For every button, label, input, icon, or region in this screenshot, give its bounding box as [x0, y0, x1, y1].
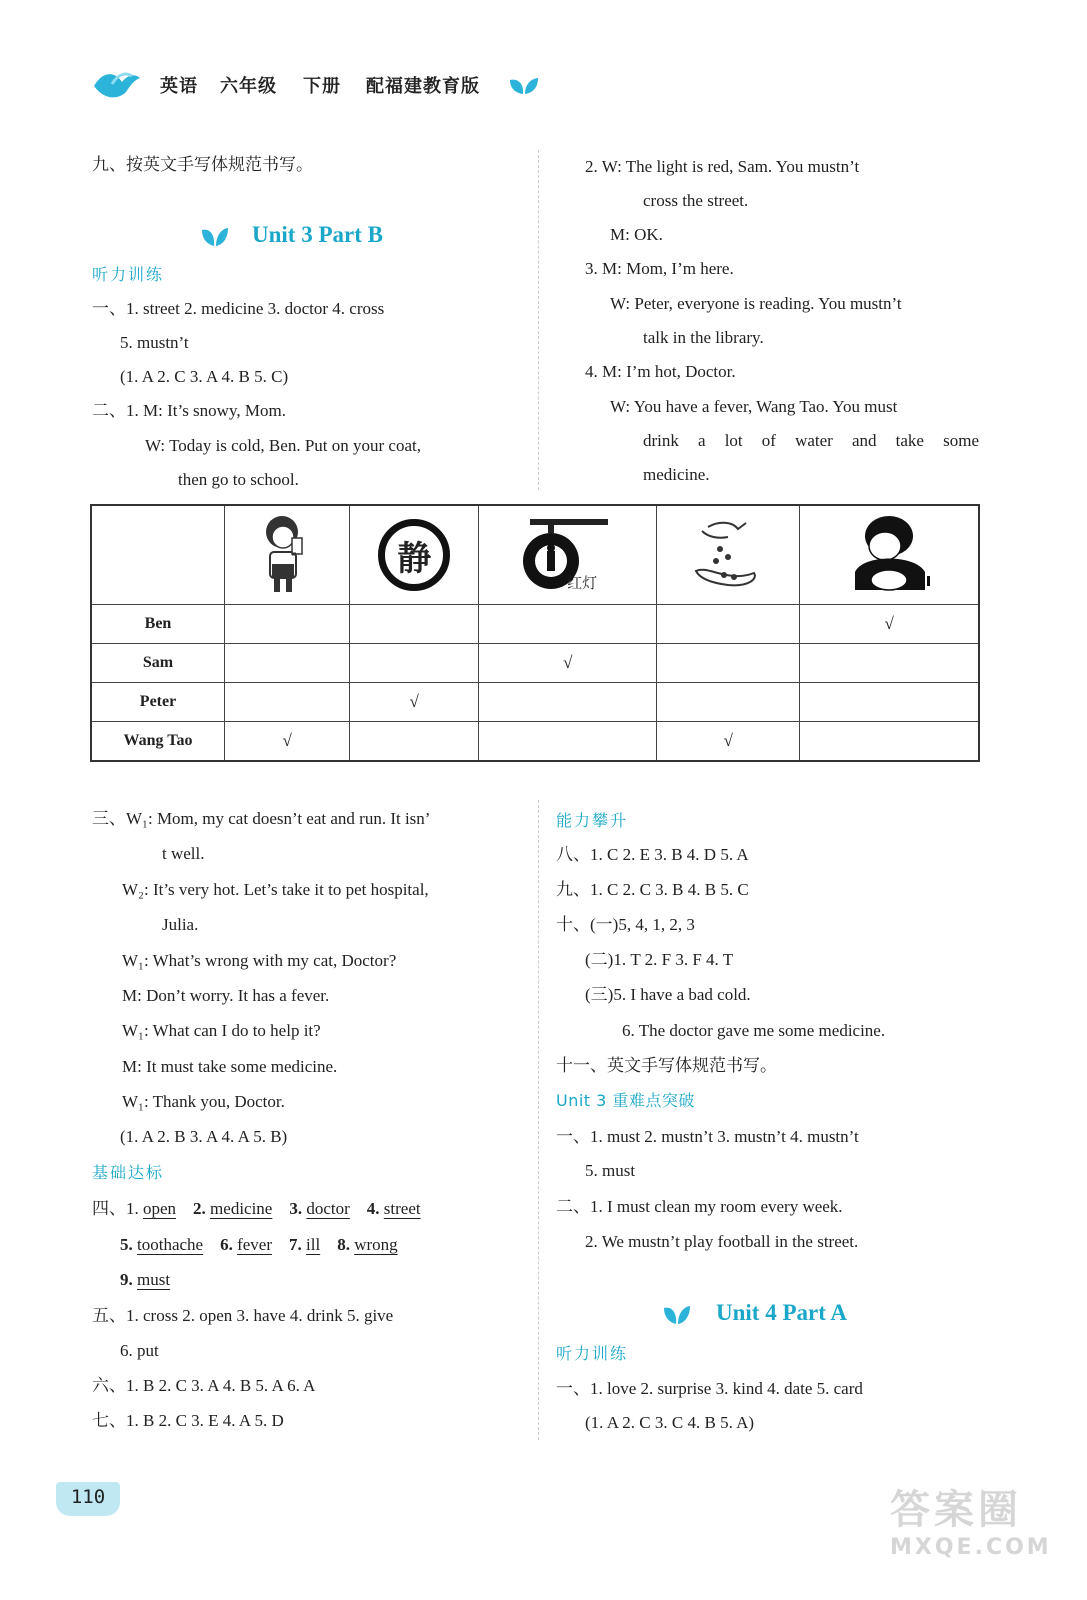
q9-answers: 九、1. C 2. C 3. B 4. B 5. C	[556, 880, 749, 899]
u4-line-1: 一、1. love 2. surprise 3. kind 4. date 5. card	[556, 1379, 863, 1398]
unit4-leaf-icon	[662, 1304, 692, 1331]
r-line-8: W: You have a fever, Wang Tao. You must	[610, 397, 898, 416]
quiet-sign-icon: 静	[397, 538, 432, 579]
traffic-light-label: 红灯	[567, 574, 598, 592]
q3-line-3: W₂: It’s very hot. Let’s take it to pet hospital,	[122, 880, 429, 899]
q3-line-5: W₁: What’s wrong with my cat, Doctor?	[122, 951, 397, 970]
q2-line-3: then go to school.	[178, 470, 299, 489]
q4-line-2: 5. toothache 6. fever 7. ill 8. wrong	[120, 1235, 398, 1254]
bird-logo-icon	[92, 64, 142, 104]
header-logo	[92, 64, 142, 104]
grid-corner	[91, 505, 225, 605]
pic-traffic-light	[479, 505, 657, 605]
r-line-6: talk in the library.	[643, 328, 764, 347]
q5-line-1: 五、1. cross 2. open 3. have 4. drink 5. give	[92, 1306, 394, 1325]
q3-answers: (1. A 2. B 3. A 4. A 5. B)	[120, 1127, 288, 1146]
header-volume: 下册	[303, 76, 341, 97]
header-edition: 配福建教育版	[366, 76, 480, 97]
q4-word-5: toothache	[137, 1235, 204, 1254]
r-line-9: drink a lot of water and take some	[643, 431, 979, 450]
r-line-3: M: OK.	[610, 225, 663, 244]
unit4-parta-title: Unit 4 Part A	[716, 1300, 847, 1325]
q4-word-1: open	[143, 1199, 177, 1218]
q1-line-b: 5. mustn’t	[120, 333, 189, 352]
q1-line-c: (1. A 2. C 3. A 4. B 5. C)	[120, 367, 289, 386]
section-basic: 基础达标	[92, 1163, 165, 1182]
section-listening: 听力训练	[92, 265, 165, 284]
q3-line-4: Julia.	[162, 915, 199, 934]
r-line-7: 4. M: I’m hot, Doctor.	[585, 362, 736, 381]
q4-word-4: street	[383, 1199, 421, 1218]
sick-boy-icon	[839, 510, 939, 596]
q4-word-9: must	[137, 1270, 171, 1289]
watermark: 答案圈 MXQE.COM	[890, 1487, 1052, 1560]
q4-prefix: 四、1.	[92, 1199, 139, 1218]
q4-line-1: 四、1. open 2. medicine 3. doctor 4. street	[92, 1199, 421, 1218]
q4-line-3: 9. must	[120, 1270, 171, 1289]
q7-answers: 七、1. B 2. C 3. E 4. A 5. D	[92, 1411, 284, 1430]
grid-name-wangtao: Wang Tao	[91, 722, 225, 762]
q4-word-7: ill	[306, 1235, 321, 1254]
answer-grid	[90, 504, 980, 762]
r-line-4: 3. M: Mom, I’m here.	[585, 259, 734, 278]
section-key-points: Unit 3 重难点突破	[556, 1091, 695, 1110]
q2-line-2: W: Today is cold, Ben. Put on your coat,	[145, 436, 421, 455]
q4-word-2: medicine	[210, 1199, 273, 1218]
u4-line-2: (1. A 2. C 3. C 4. B 5. A)	[585, 1413, 755, 1432]
grid-name-peter: Peter	[91, 683, 225, 722]
medicine-pills-icon	[688, 513, 768, 593]
key-line-3: 二、1. I must clean my room every week.	[556, 1197, 843, 1216]
r-line-1: 2. W: The light is red, Sam. You mustn’t	[585, 157, 860, 176]
r-line-10: medicine.	[643, 465, 710, 484]
section-ability: 能力攀升	[556, 811, 629, 830]
pic-sick-boy	[800, 505, 979, 605]
grid-check-wangtao-1: √	[225, 722, 350, 762]
q9-instruction: 九、按英文手写体规范书写。	[92, 155, 313, 175]
grid-check-sam: √	[479, 644, 657, 683]
r-line-2: cross the street.	[643, 191, 749, 210]
unit3-partb-title: Unit 3 Part B	[252, 222, 383, 247]
q3-line-1: 三、W₁: Mom, my cat doesn’t eat and run. It isn’	[92, 809, 431, 828]
q11-instruction: 十一、英文手写体规范书写。	[556, 1056, 777, 1076]
q3-line-7: W₁: What can I do to help it?	[122, 1021, 321, 1040]
header-grade: 六年级	[220, 76, 277, 97]
q5-line-2: 6. put	[120, 1341, 159, 1360]
q3-line-6: M: Don’t worry. It has a fever.	[122, 986, 330, 1005]
pic-quiet-sign	[350, 505, 479, 605]
pic-medicine	[657, 505, 800, 605]
q10-line-4: 6. The doctor gave me some medicine.	[622, 1021, 886, 1040]
grid-check-ben: √	[800, 605, 979, 644]
key-line-1: 一、1. must 2. mustn’t 3. mustn’t 4. mustn’t	[556, 1127, 859, 1146]
key-line-4: 2. We mustn’t play football in the street.	[585, 1232, 859, 1251]
q4-word-8: wrong	[354, 1235, 398, 1254]
grid-name-sam: Sam	[91, 644, 225, 683]
r-line-5: W: Peter, everyone is reading. You mustn’t	[610, 294, 902, 313]
key-line-2: 5. must	[585, 1161, 636, 1180]
q10-line-1: 十、(一)5, 4, 1, 2, 3	[556, 915, 695, 934]
boy-drinking-icon	[252, 510, 322, 596]
q4-word-6: fever	[237, 1235, 273, 1254]
grid-check-wangtao-2: √	[657, 722, 800, 762]
header-subject: 英语	[160, 76, 198, 97]
grid-name-ben: Ben	[91, 605, 225, 644]
q3-line-2: t well.	[162, 844, 205, 863]
q1-line-a: 一、1. street 2. medicine 3. doctor 4. cross	[92, 299, 385, 318]
page-number: 110	[56, 1482, 120, 1516]
q3-line-8: M: It must take some medicine.	[122, 1057, 338, 1076]
q10-line-3: (三)5. I have a bad cold.	[585, 985, 751, 1004]
q4-word-3: doctor	[306, 1199, 350, 1218]
unit-leaf-icon	[200, 226, 230, 253]
q8-answers: 八、1. C 2. E 3. B 4. D 5. A	[556, 845, 749, 864]
q10-line-2: (二)1. T 2. F 3. F 4. T	[585, 950, 734, 969]
header-leaf-icon	[508, 76, 540, 101]
q2-line-1: 二、1. M: It’s snowy, Mom.	[92, 401, 286, 420]
grid-check-peter: √	[350, 683, 479, 722]
section-listening-2: 听力训练	[556, 1344, 629, 1363]
q6-answers: 六、1. B 2. C 3. A 4. B 5. A 6. A	[92, 1376, 316, 1395]
pic-boy-drinking	[225, 505, 350, 605]
q3-line-9: W₁: Thank you, Doctor.	[122, 1092, 285, 1111]
